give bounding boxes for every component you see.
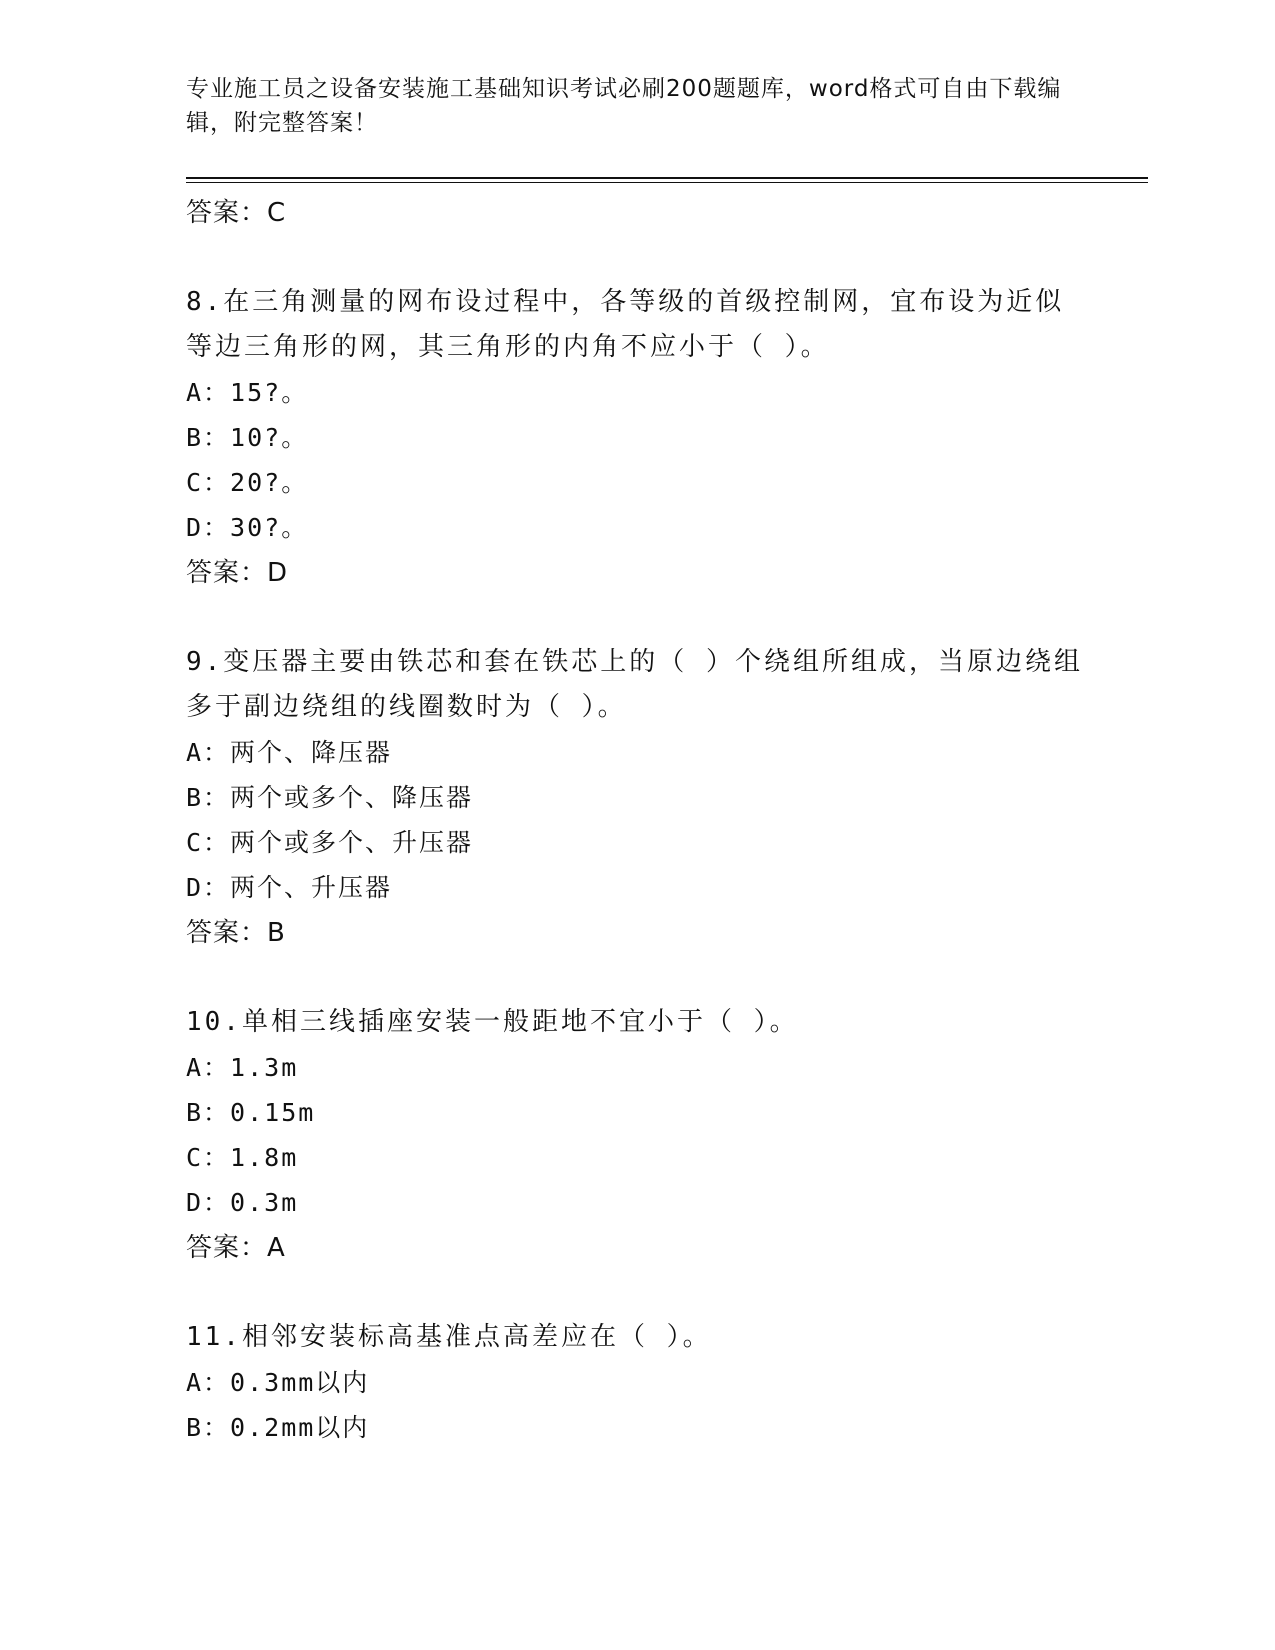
- option-d: D：30?。: [186, 513, 309, 542]
- header-divider-thick: [186, 177, 1148, 179]
- option-c: C：20?。: [186, 468, 309, 497]
- option-b: B：两个或多个、降压器: [186, 783, 474, 812]
- header-divider-thin: [186, 182, 1148, 183]
- answer-q8: 答案：D: [186, 558, 289, 588]
- spacer: [186, 956, 1086, 1000]
- spacer: [186, 596, 1086, 640]
- option-a: A：两个、降压器: [186, 738, 393, 767]
- option-a: A：1.3m: [186, 1053, 299, 1082]
- option-a: A：15?。: [186, 378, 309, 407]
- option-d: D：0.3m: [186, 1188, 299, 1217]
- option-a: A：0.3mm以内: [186, 1368, 370, 1397]
- spacer: [186, 236, 1086, 280]
- answer-q9: 答案：B: [186, 918, 286, 948]
- answer-q7: 答案：C: [186, 198, 287, 228]
- header-title: 专业施工员之设备安装施工基础知识考试必刷200题题库，word格式可自由下载编辑，附完整答案！: [186, 76, 1062, 136]
- option-c: C：两个或多个、升压器: [186, 828, 474, 857]
- question-stem: 10.单相三线插座安装一般距地不宜小于（ ）。: [186, 1007, 799, 1037]
- question-stem: 8.在三角测量的网布设过程中，各等级的首级控制网，宜布设为近似: [186, 287, 1065, 317]
- spacer: [186, 1271, 1086, 1315]
- document-header: [186, 72, 1066, 140]
- question-stem: 11.相邻安装标高基准点高差应在（ ）。: [186, 1322, 712, 1352]
- question-10: [186, 1000, 1086, 1271]
- answer-q10: 答案：A: [186, 1233, 286, 1263]
- question-stem: 9.变压器主要由铁芯和套在铁芯上的（ ）个绕组所组成，当原边绕组: [186, 647, 1083, 677]
- question-11: [186, 1315, 1086, 1450]
- question-8: [186, 280, 1086, 596]
- question-stem: 等边三角形的网，其三角形的内角不应小于（ ）。: [186, 332, 830, 362]
- option-c: C：1.8m: [186, 1143, 299, 1172]
- option-b: B：0.15m: [186, 1098, 316, 1127]
- question-list: [186, 190, 1086, 1450]
- question-9: [186, 640, 1086, 956]
- question-stem: 多于副边绕组的线圈数时为（ ）。: [186, 692, 627, 722]
- option-b: B：0.2mm以内: [186, 1413, 370, 1442]
- option-d: D：两个、升压器: [186, 873, 393, 902]
- option-b: B：10?。: [186, 423, 309, 452]
